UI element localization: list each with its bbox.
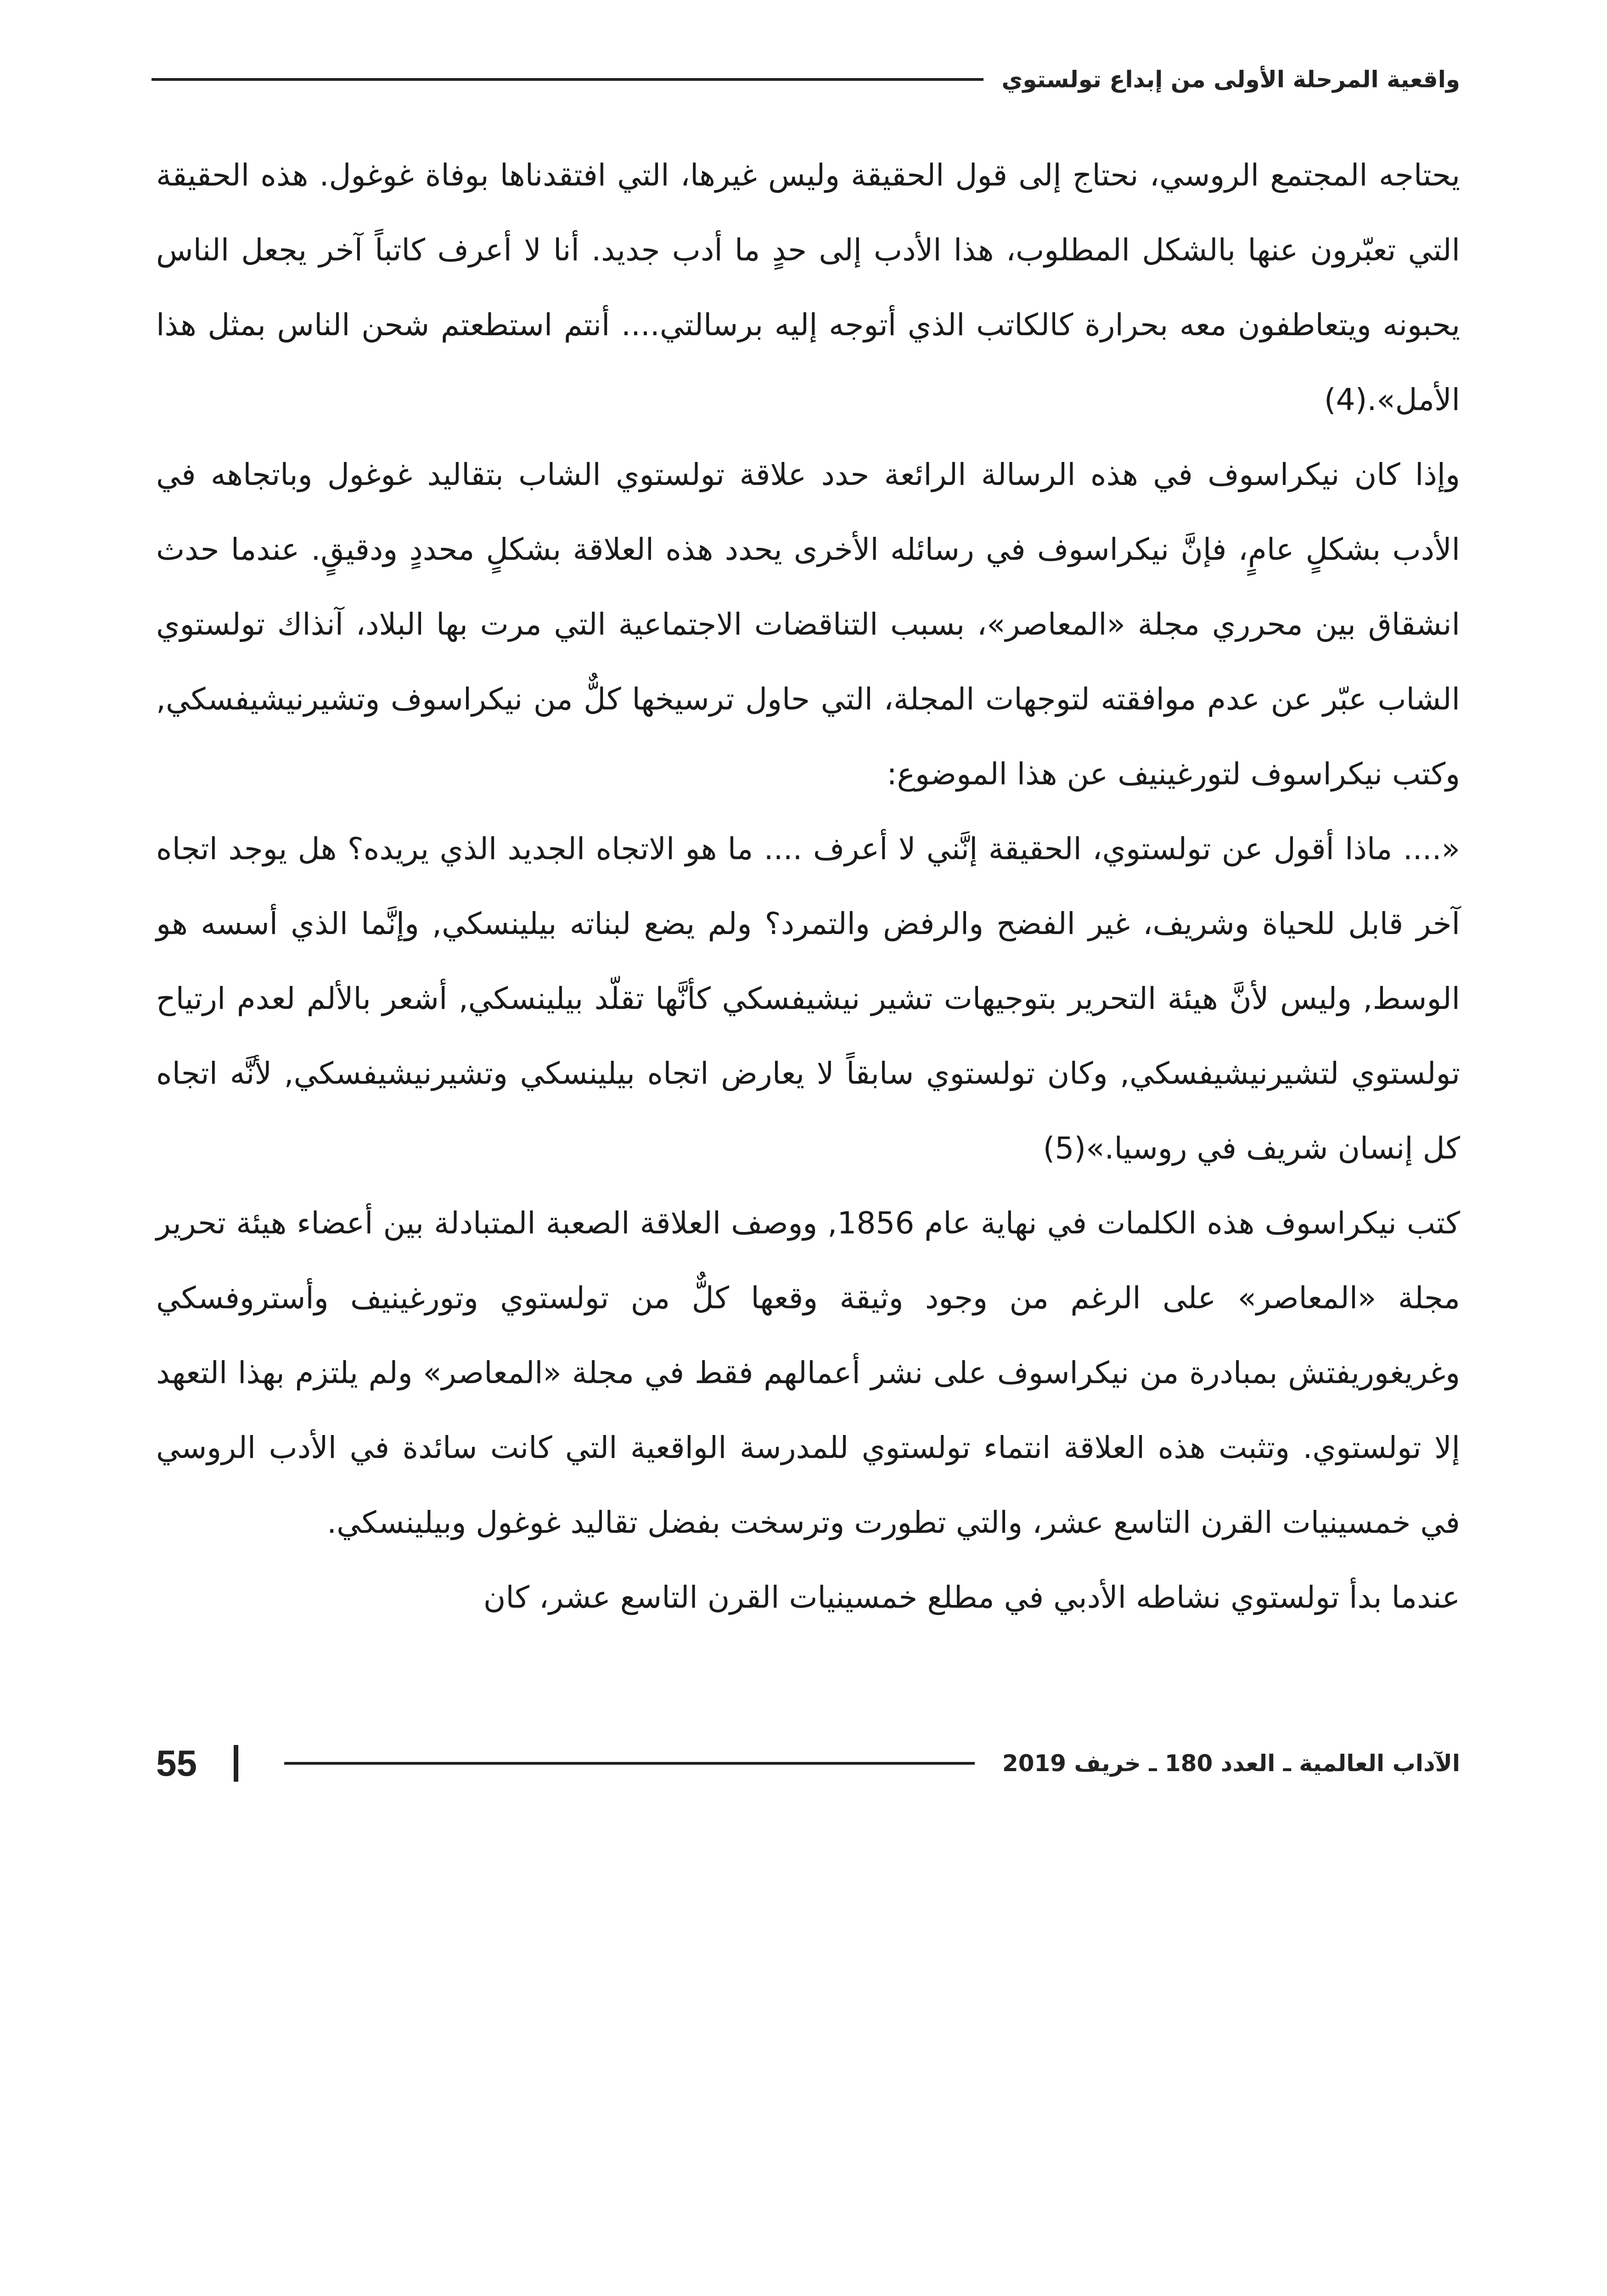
paragraph-1: يحتاجه المجتمع الروسي، نحتاج إلى قول الحقيقة وليس غيرها، التي افتقدناها بوفاة غوغول. هذه الحقيقة التي تعبّرون عنها بالشكل المطلوب، هذا الأدب إلى حدٍ ما أدب جديد. أنا لا أعرف كاتباً آخر يجعل الناس يحبونه ويتعاطفون معه بحرارة كالكاتب الذي أتوجه إليه برسالتي.... أنتم استطعتم شحن الناس بمثل هذا الأمل».(4) xyxy=(156,158,1460,417)
paragraph-4: كتب نيكراسوف هذه الكلمات في نهاية عام 1856, ووصف العلاقة الصعبة المتبادلة بين أعضاء هيئة تحرير مجلة «المعاصر» على الرغم من وجود وثيقة وقعها كلٌّ من تولستوي وتورغينيف وأستروفسكي وغريغوريفتش بمبادرة من نيكراسوف على نشر أعمالهم فقط في مجلة «المعاصر» ولم يلتزم بهذا التعهد إلا تولستوي. وتثبت هذه العلاقة انتماء تولستوي للمدرسة الواقعية التي كانت سائدة في الأدب الروسي في خمسينيات القرن التاسع عشر، والتي تطورت وترسخت بفضل تقاليد غوغول وبيلينسكي. xyxy=(156,1205,1461,1540)
paragraph-2: وإذا كان نيكراسوف في هذه الرسالة الرائعة حدد علاقة تولستوي الشاب بتقاليد غوغول وباتجاهه في الأدب بشكلٍ عامٍ، فإنَّ نيكراسوف في رسائله الأخرى يحدد هذه العلاقة بشكلٍ محددٍ ودقيقٍ. عندما حدث انشقاق بين محرري مجلة «المعاصر»، بسبب التناقضات الاجتماعية التي مرت بها البلاد، آنذاك تولستوي الشاب عبّر عن عدم موافقته لتوجهات المجلة، التي حاول ترسيخها كلٌّ من نيكراسوف وتشيرنيشيفسكي, وكتب نيكراسوف لتورغينيف عن هذا الموضوع: xyxy=(156,457,1460,792)
header-rule xyxy=(152,78,983,81)
paragraph-5: عندما بدأ تولستوي نشاطه الأدبي في مطلع خمسينيات القرن التاسع عشر، كان xyxy=(483,1580,1460,1615)
running-header xyxy=(152,59,1460,100)
article-body xyxy=(156,138,1460,1635)
footer-rule xyxy=(284,1762,975,1765)
running-title: واقعية المرحلة الأولى من إبداع تولستوي xyxy=(1001,66,1460,93)
footer-separator-bar xyxy=(234,1745,238,1782)
page-footer xyxy=(156,1740,1460,1786)
quote-paragraph: «.... ماذا أقول عن تولستوي، الحقيقة إنَّني لا أعرف .... ما هو الاتجاه الجديد الذي يريده؟ هل يوجد اتجاه آخر قابل للحياة وشريف، غير الفضح والرفض والتمرد؟ ولم يضع لبناته بيلينسكي, وإنَّما الذي أسسه هو الوسط, وليس لأنَّ هيئة التحرير بتوجيهات تشير نيشيفسكي كأنَّها تقلّد بيلينسكي, أشعر بالألم لعدم ارتياح تولستوي لتشيرنيشيفسكي, وكان تولستوي سابقاً لا يعارض اتجاه بيلينسكي وتشيرنيشيفسكي, لأنَّه اتجاه كل إنسان شريف في روسيا.»(5) xyxy=(156,831,1460,1166)
page-number: 55 xyxy=(156,1743,197,1784)
journal-info: الآداب العالمية ـ العدد 180 ـ خريف 2019 xyxy=(1002,1750,1460,1777)
